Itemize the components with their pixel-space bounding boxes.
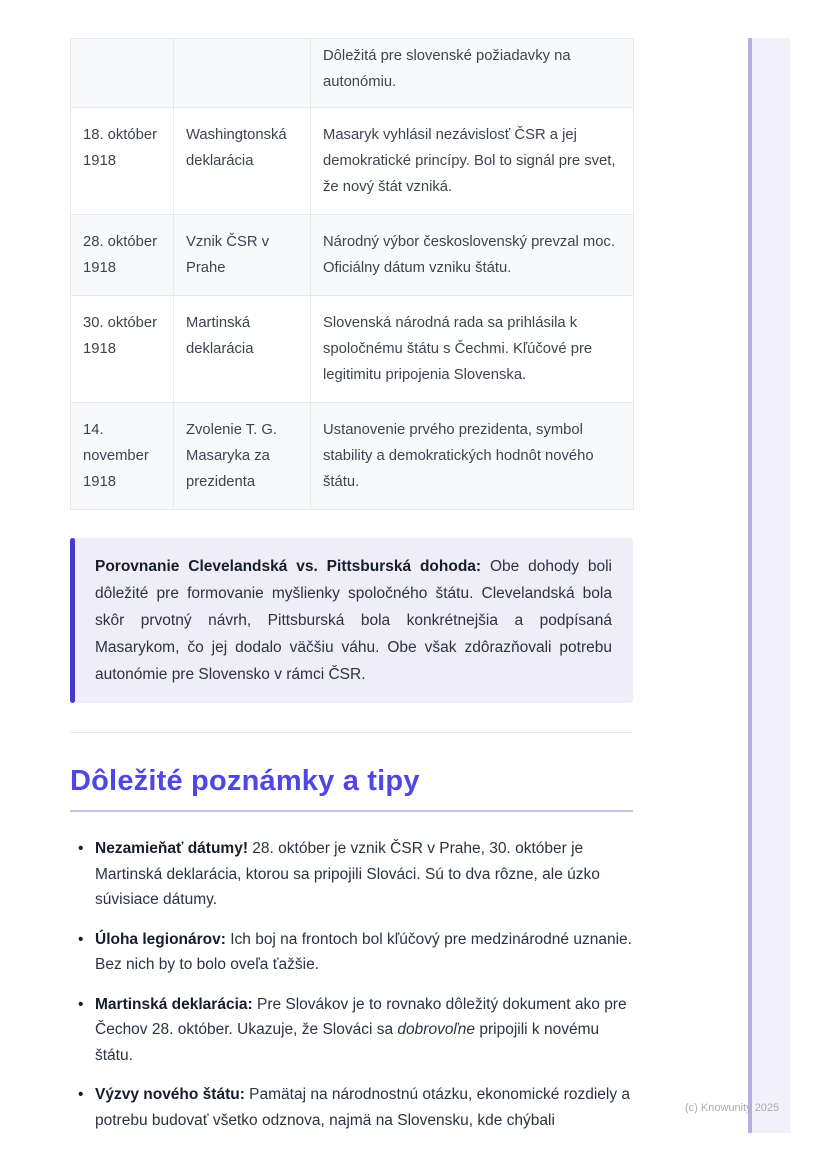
date-cell: 30. október 1918 bbox=[71, 296, 174, 403]
date-cell: 28. október 1918 bbox=[71, 215, 174, 296]
section-title: Dôležité poznámky a tipy bbox=[70, 765, 420, 797]
table-row bbox=[71, 215, 634, 296]
timeline-table bbox=[70, 38, 634, 510]
note-text-bold: Nezamieňať dátumy! bbox=[95, 840, 248, 857]
note-item bbox=[70, 992, 633, 1069]
section-title-underline bbox=[70, 810, 633, 812]
description-cell: Národný výbor československý prevzal moc. Oficiálny dátum vzniku štátu. bbox=[311, 215, 634, 296]
comparison-callout bbox=[70, 538, 633, 703]
copyright-note: (c) Knowunity 2025 bbox=[685, 1102, 780, 1114]
note-text-normal: 28. október je vznik ČSR v Prahe, 30. október je Martinská deklarácia, ktorou sa pripojili Slováci. Sú to dva rôzne, ale úzko súvisiace dátumy. bbox=[95, 840, 600, 908]
table-row bbox=[71, 296, 634, 403]
note-text-bold: Martinská deklarácia: bbox=[95, 995, 253, 1013]
note-item bbox=[70, 836, 633, 913]
note-text-normal: Ich boj na frontoch bol kľúčový pre medzinárodné uznanie. Bez nich by to bolo oveľa ťažšie. bbox=[95, 930, 632, 973]
description-cell: Dôležitá pre slovenské požiadavky na autonómiu. bbox=[311, 39, 634, 108]
event-cell bbox=[174, 39, 311, 108]
event-cell: Washingtonská deklarácia bbox=[174, 108, 311, 215]
document-content bbox=[70, 0, 633, 1147]
table-row bbox=[71, 108, 634, 215]
note-text-italic: dobrovoľne bbox=[397, 1021, 476, 1038]
description-cell: Masaryk vyhlásil nezávislosť ČSR a jej demokratické princípy. Bol to signál pre svet, že nový štát vzniká. bbox=[311, 108, 634, 215]
date-cell bbox=[71, 39, 174, 108]
description-cell: Slovenská národná rada sa prihlásila k spoločnému štátu s Čechmi. Kľúčové pre legitimitu pripojenia Slovenska. bbox=[311, 296, 634, 403]
note-text-bold: Výzvy nového štátu: bbox=[95, 1086, 245, 1103]
callout-text: Obe dohody boli dôležité pre formovanie myšlienky spoločného štátu. Clevelandská bola skôr prvotný návrh, Pittsburská bola konkrétnejšia a podpísaná Masarykom, čo jej dodalo väčšiu váhu. Obe však zdôrazňovali potrebu autonómie pre Slovensko v rámci ČSR. bbox=[95, 558, 612, 683]
event-cell: Vznik ČSR v Prahe bbox=[174, 215, 311, 296]
note-item bbox=[70, 1082, 633, 1133]
notes-list bbox=[70, 836, 633, 1133]
event-cell: Martinská deklarácia bbox=[174, 296, 311, 403]
callout-lead-bold: Porovnanie Clevelandská vs. Pittsburská dohoda: bbox=[95, 558, 482, 575]
note-text-normal: Pre Slovákov je to rovnako dôležitý dokument ako pre Čechov 28. október. Ukazuje, že Slováci sa bbox=[95, 995, 627, 1038]
date-cell: 14. november 1918 bbox=[71, 403, 174, 510]
date-cell: 18. október 1918 bbox=[71, 108, 174, 215]
callout-paragraph bbox=[95, 553, 612, 688]
callout-body bbox=[75, 538, 633, 703]
description-cell: Ustanovenie prvého prezidenta, symbol stability a demokratických hodnôt nového štátu. bbox=[311, 403, 634, 510]
table-row bbox=[71, 403, 634, 510]
page-edge-strip bbox=[748, 38, 790, 1133]
event-cell: Zvolenie T. G. Masaryka za prezidenta bbox=[174, 403, 311, 510]
note-text-normal: pripojili k novému štátu. bbox=[95, 1021, 600, 1064]
note-text-normal: Pamätaj na národnostnú otázku, ekonomické rozdiely a potrebu budovať všetko odznova, najmä na Slovensku, kde chýbali bbox=[95, 1086, 631, 1129]
note-text-bold: Úloha legionárov: bbox=[95, 930, 226, 948]
note-item bbox=[70, 927, 633, 978]
section-divider bbox=[70, 732, 633, 733]
table-row bbox=[71, 39, 634, 108]
